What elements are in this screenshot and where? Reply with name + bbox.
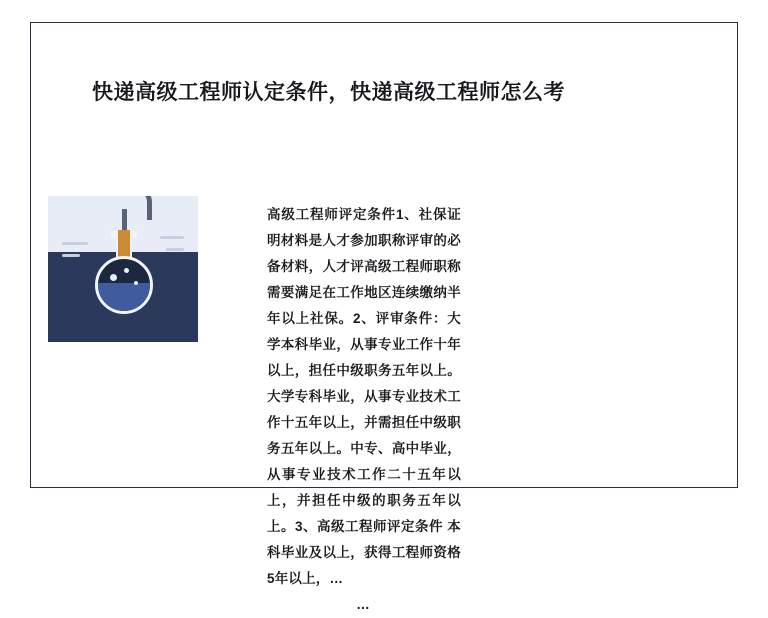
decorative-dash bbox=[166, 248, 184, 251]
bubble-icon bbox=[134, 281, 138, 285]
flask-liquid bbox=[98, 283, 150, 311]
flask-body-icon bbox=[95, 256, 153, 314]
decorative-dash bbox=[160, 236, 184, 239]
article-ellipsis: … bbox=[356, 597, 372, 612]
article-body bbox=[267, 202, 461, 618]
flask-tube-end bbox=[147, 206, 152, 220]
decorative-dash bbox=[62, 242, 88, 245]
bubble-icon bbox=[110, 274, 117, 281]
flask-tube bbox=[122, 209, 127, 231]
decorative-dash bbox=[62, 254, 80, 257]
bubble-icon bbox=[124, 268, 129, 273]
page-title: 快递高级工程师认定条件，快递高级工程师怎么考 bbox=[92, 81, 565, 104]
article-paragraph: 高级工程师评定条件1、社保证明材料是人才参加职称评审的必备材料，人才评高级工程师职称需要满足在工作地区连续缴纳半年以上社保。2、评审条件：大学本科毕业，从事专业工作十年以上，担任中级职务五年以上。大学专科毕业，从事专业技术工作十五年以上，并需担任中级职务五年以上。中专、高中毕业，从事专业技术工作二十五年以上，并担任中级的职务五年以上。3、高级工程师评定条件 本科毕业及以上，获得工程师资格5年以上，… bbox=[267, 207, 461, 586]
laboratory-flask-illustration bbox=[48, 196, 198, 342]
